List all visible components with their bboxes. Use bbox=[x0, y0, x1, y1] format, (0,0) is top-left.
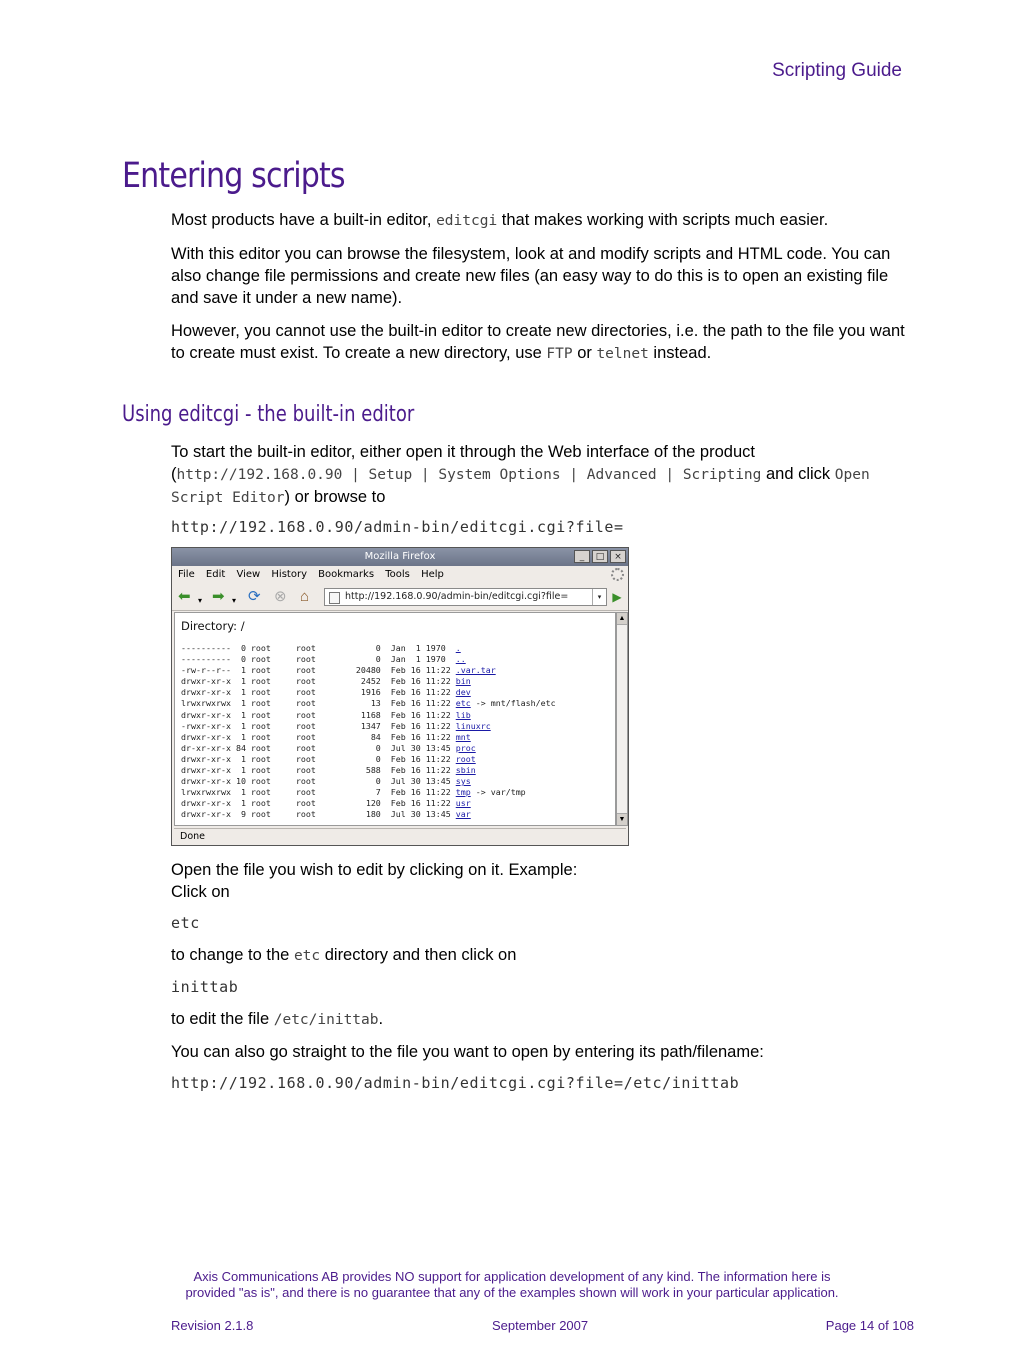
back-arrow-icon[interactable]: ⬅ bbox=[178, 588, 191, 605]
disclaimer-line: provided "as is", and there is no guarantee that any of the examples shown will work in your particular application. bbox=[185, 1285, 839, 1300]
section-paragraph-3 bbox=[171, 320, 911, 365]
listing-row-info: drwxr-xr-x 1 root root 84 Feb 16 11:22 bbox=[181, 731, 456, 742]
listing-row-info: drwxr-xr-x 10 root root 0 Jul 30 13:45 bbox=[181, 776, 456, 787]
text: However, you cannot use the built-in editor to create new directories, i.e. the path to the file you want to create must exist. To create a new directory, use bbox=[171, 322, 905, 362]
menu-history[interactable]: History bbox=[271, 569, 307, 580]
back-dropdown-icon[interactable]: ▾ bbox=[198, 596, 203, 605]
listing-row bbox=[181, 743, 556, 754]
listing-row bbox=[181, 721, 556, 732]
subsection-paragraph-4 bbox=[171, 1008, 911, 1031]
status-bar: Done bbox=[174, 828, 626, 844]
url-text: http://192.168.0.90/admin-bin/editcgi.cgi?file= bbox=[345, 591, 569, 602]
section-paragraph-1 bbox=[171, 209, 911, 232]
listing-row bbox=[181, 765, 556, 776]
listing-link-mnt[interactable]: mnt bbox=[455, 731, 471, 742]
text: to edit the file bbox=[171, 1010, 274, 1028]
listing-row bbox=[181, 710, 556, 721]
code-etc: etc bbox=[171, 914, 200, 932]
listing-row bbox=[181, 687, 556, 698]
listing-row-info: drwxr-xr-x 1 root root 588 Feb 16 11:22 bbox=[181, 765, 456, 776]
listing-link-dotvardottar[interactable]: .var.tar bbox=[455, 665, 496, 676]
listing-row bbox=[181, 798, 556, 809]
listing-link-etc[interactable]: etc bbox=[455, 698, 471, 709]
minimize-icon[interactable]: _ bbox=[574, 550, 590, 563]
listing-link-root[interactable]: root bbox=[455, 753, 476, 764]
listing-row bbox=[181, 698, 556, 709]
window-controls bbox=[574, 550, 626, 563]
listing-link-tmp[interactable]: tmp bbox=[455, 787, 471, 798]
scroll-up-icon[interactable]: ▲ bbox=[618, 615, 626, 622]
listing-row bbox=[181, 676, 556, 687]
text: Click on bbox=[171, 883, 230, 901]
menu-file[interactable]: File bbox=[178, 569, 195, 580]
scroll-thumb[interactable] bbox=[617, 624, 627, 814]
listing-row-info: drwxr-xr-x 1 root root 2452 Feb 16 11:22 bbox=[181, 676, 456, 687]
listing-row bbox=[181, 776, 556, 787]
listing-row-info: drwxr-xr-x 1 root root 1916 Feb 16 11:22 bbox=[181, 687, 456, 698]
listing-row bbox=[181, 787, 556, 798]
listing-row bbox=[181, 754, 556, 765]
listing-row bbox=[181, 665, 556, 676]
menu-bookmarks[interactable]: Bookmarks bbox=[318, 569, 375, 580]
menu-view[interactable]: View bbox=[236, 569, 261, 580]
listing-row-info: drwxr-xr-x 1 root root 0 Feb 16 11:22 bbox=[181, 753, 456, 764]
symlink-target: -> mnt/flash/etc bbox=[470, 698, 556, 709]
listing-row-info: -rwxr-xr-x 1 root root 1347 Feb 16 11:22 bbox=[181, 720, 456, 731]
code-inittab: inittab bbox=[171, 978, 239, 996]
menu-tools[interactable]: Tools bbox=[385, 569, 410, 580]
listing-link-sbin[interactable]: sbin bbox=[455, 765, 476, 776]
browser-window bbox=[171, 547, 629, 846]
browser-content bbox=[174, 612, 616, 826]
listing-row-info: ---------- 0 root root 0 Jan 1 1970 bbox=[181, 643, 456, 653]
section-title: Entering scripts bbox=[122, 156, 345, 196]
text: To start the built-in editor, either open it through the Web interface of the product ( bbox=[171, 443, 755, 483]
listing-link-bin[interactable]: bin bbox=[455, 676, 471, 687]
text: ) or browse to bbox=[284, 488, 386, 506]
page-icon bbox=[329, 592, 340, 604]
browser-title-bar bbox=[172, 548, 628, 566]
home-icon[interactable]: ⌂ bbox=[300, 588, 310, 605]
directory-listing bbox=[181, 643, 556, 821]
text: Open the file you wish to edit by clicking on it. Example: bbox=[171, 861, 578, 879]
listing-link-dev[interactable]: dev bbox=[455, 687, 471, 698]
listing-row-info: drwxr-xr-x 1 root root 120 Feb 16 11:22 bbox=[181, 798, 456, 809]
forward-arrow-icon[interactable]: ➡ bbox=[212, 588, 225, 605]
listing-row-info: -rw-r--r-- 1 root root 20480 Feb 16 11:22 bbox=[181, 665, 456, 676]
listing-row-info: drwxr-xr-x 9 root root 180 Jul 30 13:45 bbox=[181, 809, 456, 820]
listing-row-info: drwxr-xr-x 1 root root 1168 Feb 16 11:22 bbox=[181, 709, 456, 720]
inline-code: telnet bbox=[596, 346, 649, 362]
subsection-paragraph-2 bbox=[171, 859, 911, 903]
footer-revision: Revision 2.1.8 bbox=[171, 1318, 254, 1333]
disclaimer-line: Axis Communications AB provides NO support for application development of any kind. The information here is bbox=[193, 1269, 831, 1284]
listing-link-dotdot[interactable]: .. bbox=[455, 654, 466, 665]
stop-icon[interactable]: ⊗ bbox=[274, 588, 287, 605]
text: to change to the bbox=[171, 946, 294, 964]
inline-code: editcgi bbox=[436, 213, 498, 229]
listing-link-lib[interactable]: lib bbox=[455, 709, 471, 720]
section-paragraph-2: With this editor you can browse the filesystem, look at and modify scripts and HTML code. You can also change file permissions and create new files (an easy way to do this is to open an existing file and save it under a new name). bbox=[171, 245, 891, 307]
text: . bbox=[378, 1010, 384, 1028]
go-icon[interactable]: ▶ bbox=[612, 590, 622, 604]
listing-row-info: ---------- 0 root root 0 Jan 1 1970 bbox=[181, 654, 456, 665]
footer-date: September 2007 bbox=[492, 1318, 589, 1333]
code-url-2: http://192.168.0.90/admin-bin/editcgi.cgi?file=/etc/inittab bbox=[171, 1074, 740, 1092]
subsection-title: Using editcgi - the built-in editor bbox=[122, 402, 415, 427]
inline-code: etc bbox=[293, 948, 321, 964]
forward-dropdown-icon[interactable]: ▾ bbox=[232, 596, 237, 605]
listing-row bbox=[181, 809, 556, 820]
listing-link-proc[interactable]: proc bbox=[455, 742, 476, 753]
reload-icon[interactable]: ⟳ bbox=[248, 588, 261, 605]
menu-help[interactable]: Help bbox=[421, 569, 444, 580]
listing-row bbox=[181, 643, 556, 654]
text: Most products have a built-in editor, bbox=[171, 211, 437, 229]
footer-page-number: Page 14 of 108 bbox=[825, 1318, 914, 1333]
listing-link-linuxrc[interactable]: linuxrc bbox=[455, 720, 491, 731]
menu-edit[interactable]: Edit bbox=[205, 569, 226, 580]
listing-link-usr[interactable]: usr bbox=[455, 798, 471, 809]
url-bar[interactable] bbox=[324, 588, 607, 606]
text: instead. bbox=[648, 344, 712, 362]
browser-nav-bar bbox=[172, 584, 628, 611]
inline-code: http://192.168.0.90 | Setup | System Options | Advanced | Scripting bbox=[176, 467, 762, 483]
text: or bbox=[572, 344, 597, 362]
browser-menu-bar bbox=[172, 566, 628, 584]
close-icon[interactable]: × bbox=[610, 550, 626, 563]
inline-code: Open Script Editor bbox=[171, 467, 870, 506]
subsection-paragraph-1 bbox=[171, 441, 911, 509]
listing-row-info: dr-xr-xr-x 84 root root 0 Jul 30 13:45 bbox=[181, 742, 456, 753]
subsection-paragraph-3 bbox=[171, 944, 911, 967]
symlink-target: -> var/tmp bbox=[470, 787, 526, 798]
scroll-down-icon[interactable]: ▼ bbox=[618, 816, 626, 823]
inline-code: /etc/inittab bbox=[273, 1012, 379, 1028]
maximize-icon[interactable]: □ bbox=[592, 550, 608, 563]
throbber-icon bbox=[611, 568, 624, 581]
listing-row-info: lrwxrwxrwx 1 root root 13 Feb 16 11:22 bbox=[181, 698, 456, 709]
text: that makes working with scripts much easier. bbox=[497, 211, 829, 229]
running-header: Scripting Guide bbox=[772, 60, 902, 81]
browser-title: Mozilla Firefox bbox=[364, 551, 436, 562]
listing-link-dot[interactable]: . bbox=[455, 643, 461, 653]
footer-disclaimer bbox=[0, 1269, 1024, 1301]
subsection-paragraph-5: You can also go straight to the file you want to open by entering its path/filename: bbox=[171, 1043, 764, 1061]
directory-title: Directory: / bbox=[181, 619, 245, 633]
text: directory and then click on bbox=[320, 946, 517, 964]
inline-code: FTP bbox=[546, 346, 573, 362]
listing-link-sys[interactable]: sys bbox=[455, 776, 471, 787]
text: and click bbox=[761, 465, 835, 483]
listing-row bbox=[181, 654, 556, 665]
vertical-scrollbar[interactable] bbox=[616, 612, 628, 826]
code-url-1: http://192.168.0.90/admin-bin/editcgi.cgi?file= bbox=[171, 518, 624, 536]
listing-row bbox=[181, 732, 556, 743]
listing-row-info: lrwxrwxrwx 1 root root 7 Feb 16 11:22 bbox=[181, 787, 456, 798]
listing-link-var[interactable]: var bbox=[455, 809, 471, 820]
url-dropdown-icon[interactable]: ▾ bbox=[592, 589, 606, 605]
